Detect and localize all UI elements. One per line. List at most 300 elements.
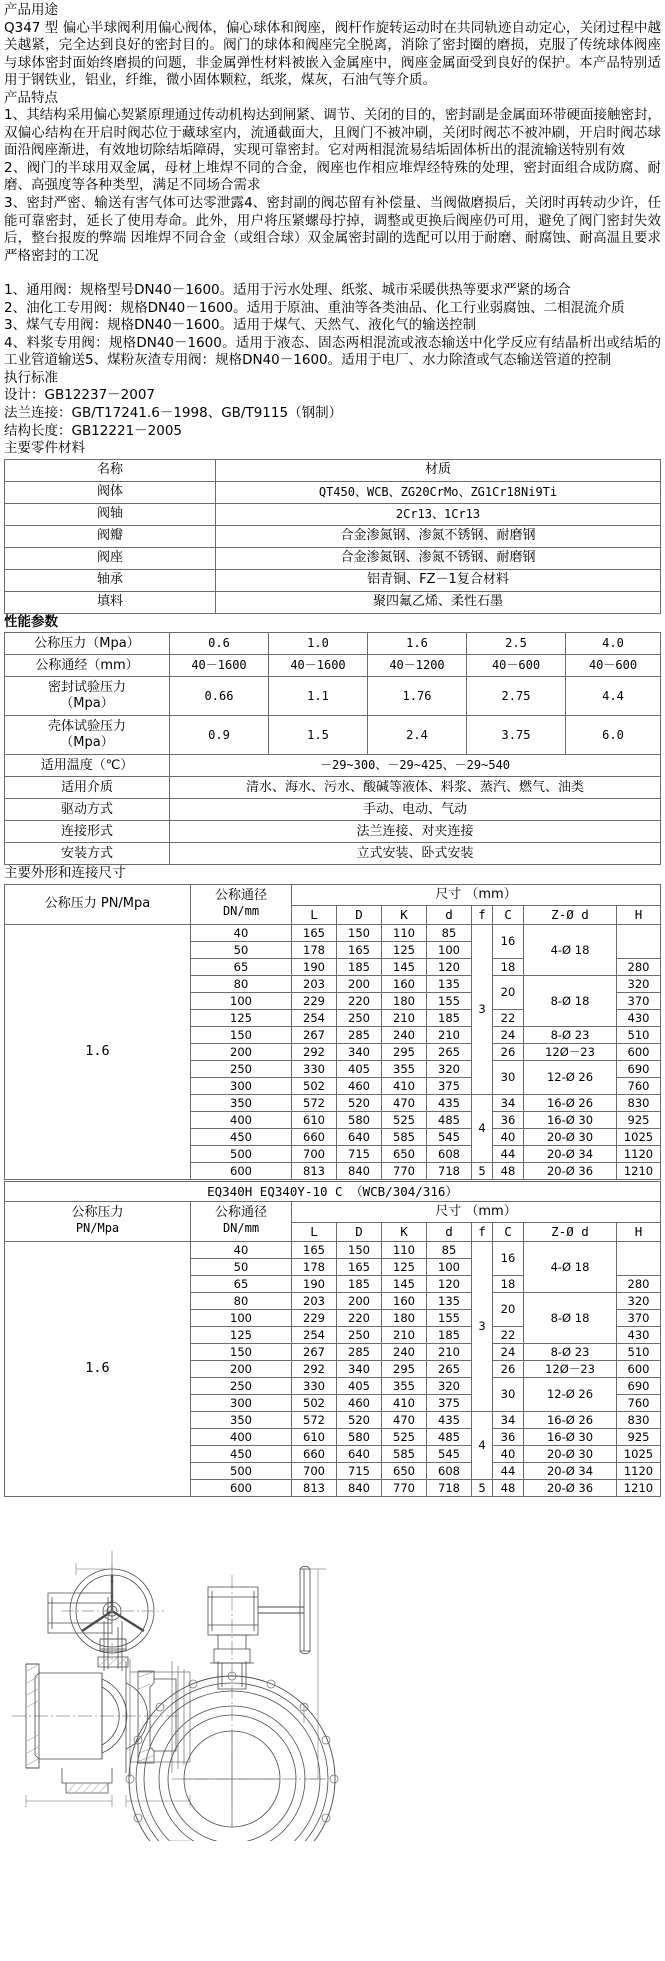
col-subheader: Z-Ø d bbox=[524, 906, 616, 924]
dim-L: 267 bbox=[292, 1027, 336, 1043]
dn-value: 125 bbox=[191, 1327, 291, 1343]
dim-L: 572 bbox=[292, 1412, 336, 1428]
dim-H: 510 bbox=[617, 1344, 660, 1360]
dim-L: 292 bbox=[292, 1044, 336, 1060]
dim-H: 690 bbox=[617, 1378, 660, 1394]
dim-L: 813 bbox=[292, 1163, 336, 1179]
dim-D: 285 bbox=[337, 1027, 381, 1043]
dim-H: 830 bbox=[617, 1412, 660, 1428]
dim-d: 435 bbox=[427, 1412, 471, 1428]
col-subheader: D bbox=[337, 906, 381, 924]
dim-D: 185 bbox=[337, 959, 381, 975]
dim-Zd: 16-Ø 30 bbox=[524, 1429, 616, 1445]
dim-L: 178 bbox=[292, 942, 336, 958]
material-name: 阀体 bbox=[5, 482, 215, 503]
perf-value: 2.75 bbox=[467, 677, 565, 715]
dim-D: 200 bbox=[337, 1293, 381, 1309]
dim-Zd: 20-Ø 30 bbox=[524, 1129, 616, 1145]
dim-C: 20 bbox=[493, 1293, 523, 1326]
dim-C: 26 bbox=[493, 1044, 523, 1060]
dim-D: 200 bbox=[337, 976, 381, 992]
col-header-size-group: 尺寸 （mm） bbox=[292, 885, 660, 905]
perf-label: 适用介质 bbox=[5, 777, 169, 798]
dim-L: 178 bbox=[292, 1259, 336, 1275]
dn-value: 100 bbox=[191, 1310, 291, 1326]
dim-D: 285 bbox=[337, 1344, 381, 1360]
section-heading-material: 主要零件材料 bbox=[4, 440, 85, 457]
perf-value-wide: －29~300、－29~425、－29~540 bbox=[170, 755, 660, 776]
dim-f: 3 bbox=[472, 1242, 492, 1411]
perf-value-wide: 手动、电动、气动 bbox=[170, 799, 660, 820]
dn-value: 300 bbox=[191, 1395, 291, 1411]
dim-d: 545 bbox=[427, 1446, 471, 1462]
dim-L: 700 bbox=[292, 1146, 336, 1162]
dim-H: 1025 bbox=[617, 1129, 660, 1145]
dim-Zd: 4-Ø 18 bbox=[524, 925, 616, 975]
dim-H bbox=[617, 1242, 660, 1275]
dim-f: 4 bbox=[472, 1412, 492, 1479]
dim-D: 640 bbox=[337, 1446, 381, 1462]
perf-label-line1: 壳体试验压力 bbox=[47, 719, 126, 735]
table-row bbox=[5, 504, 660, 525]
dn-value: 40 bbox=[191, 925, 291, 941]
dn-value: 600 bbox=[191, 1163, 291, 1179]
dim-Zd: 8-Ø 23 bbox=[524, 1027, 616, 1043]
perf-label bbox=[5, 677, 169, 715]
dn-label-line2: DN/mm bbox=[222, 1221, 260, 1236]
feature-paragraph-1: 1、其结构采用偏心契紧原理通过传动机构达到闸紧、调节、关闭的目的，密封副是金属面环带硬面接触密封，双偏心结构在开启时阀芯位于藏球室内，流通截面大，且阀门不被冲刷，关闭时阀芯不被冲刷，开启时阀芯球面沿阀座渐进，有效地切除结垢障碍，实现可靠密封。它对两相混流易结垢固体析出的混流输送特别有效 bbox=[4, 107, 661, 159]
dim-H: 370 bbox=[617, 1310, 660, 1326]
dim-C: 16 bbox=[493, 1242, 523, 1275]
dim-K: 210 bbox=[382, 1010, 426, 1026]
dim-D: 840 bbox=[337, 1163, 381, 1179]
dim-Zd: 12-Ø 26 bbox=[524, 1061, 616, 1094]
dim-D: 640 bbox=[337, 1129, 381, 1145]
dim-D: 405 bbox=[337, 1378, 381, 1394]
dim-D: 150 bbox=[337, 925, 381, 941]
dim-d: 85 bbox=[427, 925, 471, 941]
dim-d: 718 bbox=[427, 1480, 471, 1496]
material-name: 阀轴 bbox=[5, 504, 215, 525]
dim-D: 580 bbox=[337, 1112, 381, 1128]
section-heading-usage: 产品用途 bbox=[4, 2, 58, 18]
dim-d: 85 bbox=[427, 1242, 471, 1258]
table-row bbox=[5, 633, 660, 654]
perf-label-line1: 密封试验压力 bbox=[47, 680, 126, 696]
pressure-value: 1.6 bbox=[5, 1242, 190, 1496]
dim-d: 375 bbox=[427, 1078, 471, 1094]
dim-H: 320 bbox=[617, 1293, 660, 1309]
dim-K: 770 bbox=[382, 1480, 426, 1496]
dim-H: 1210 bbox=[617, 1480, 660, 1496]
dim-D: 185 bbox=[337, 1276, 381, 1292]
dn-value: 250 bbox=[191, 1378, 291, 1394]
spacer bbox=[4, 265, 661, 282]
dim-L: 165 bbox=[292, 925, 336, 941]
dim-H: 600 bbox=[617, 1361, 660, 1377]
dim-C: 48 bbox=[493, 1163, 523, 1179]
col-subheader: C bbox=[493, 906, 523, 924]
dim-D: 340 bbox=[337, 1361, 381, 1377]
dim-d: 185 bbox=[427, 1327, 471, 1343]
perf-value: 40－1200 bbox=[368, 655, 466, 676]
dim-D: 715 bbox=[337, 1146, 381, 1162]
dim-K: 180 bbox=[382, 1310, 426, 1326]
table-row bbox=[5, 592, 660, 613]
dn-value: 350 bbox=[191, 1412, 291, 1428]
dim-Zd: 12Ø－23 bbox=[524, 1361, 616, 1377]
application-paragraph-3: 3、煤气专用阀：规格DN40－1600。适用于煤气、天然气、液化气的输送控制 bbox=[4, 317, 477, 334]
dim-d: 120 bbox=[427, 959, 471, 975]
table-row bbox=[5, 843, 660, 864]
dn-value: 40 bbox=[191, 1242, 291, 1258]
dim-d: 265 bbox=[427, 1361, 471, 1377]
table-row bbox=[5, 755, 660, 776]
table-row bbox=[5, 548, 660, 569]
table-header-row bbox=[5, 885, 660, 905]
dn-value: 400 bbox=[191, 1112, 291, 1128]
perf-value: 4.0 bbox=[566, 633, 660, 654]
perf-label: 连接形式 bbox=[5, 821, 169, 842]
dim-L: 190 bbox=[292, 959, 336, 975]
perf-label: 驱动方式 bbox=[5, 799, 169, 820]
dim-L: 165 bbox=[292, 1242, 336, 1258]
dim-L: 229 bbox=[292, 993, 336, 1009]
dn-value: 400 bbox=[191, 1429, 291, 1445]
dim-d: 545 bbox=[427, 1129, 471, 1145]
material-spec: 2Cr13、1Cr13 bbox=[216, 504, 660, 525]
dim-D: 460 bbox=[337, 1395, 381, 1411]
perf-value: 2.5 bbox=[467, 633, 565, 654]
dim-H: 280 bbox=[617, 1276, 660, 1292]
dim-Zd: 12Ø－23 bbox=[524, 1044, 616, 1060]
col-header-pressure bbox=[5, 1202, 190, 1241]
dim-L: 254 bbox=[292, 1327, 336, 1343]
dimension-band-title: EQ340H EQ340Y-10 C （WCB/304/316） bbox=[5, 1182, 660, 1201]
dim-D: 220 bbox=[337, 1310, 381, 1326]
dim-K: 160 bbox=[382, 1293, 426, 1309]
perf-value: 40－600 bbox=[467, 655, 565, 676]
dim-Zd: 8-Ø 18 bbox=[524, 976, 616, 1026]
dim-H: 430 bbox=[617, 1327, 660, 1343]
dim-K: 125 bbox=[382, 942, 426, 958]
dim-Zd: 20-Ø 36 bbox=[524, 1480, 616, 1496]
dim-d: 320 bbox=[427, 1378, 471, 1394]
table-row bbox=[5, 925, 660, 941]
standard-length: 结构长度：GB12221－2005 bbox=[4, 422, 183, 439]
dim-C: 18 bbox=[493, 1276, 523, 1292]
dim-H: 830 bbox=[617, 1095, 660, 1111]
dim-C: 40 bbox=[493, 1446, 523, 1462]
table-row bbox=[5, 716, 660, 754]
dim-C: 20 bbox=[493, 976, 523, 1009]
dn-label-line1: 公称通径 bbox=[214, 1205, 267, 1221]
col-subheader: Z-Ø d bbox=[524, 1223, 616, 1241]
dim-d: 485 bbox=[427, 1112, 471, 1128]
dn-value: 150 bbox=[191, 1344, 291, 1360]
dim-K: 585 bbox=[382, 1129, 426, 1145]
dim-K: 470 bbox=[382, 1095, 426, 1111]
dn-value: 100 bbox=[191, 993, 291, 1009]
dim-d: 185 bbox=[427, 1010, 471, 1026]
feature-paragraph-2: 2、阀门的半球用双金属，母材上堆焊不同的合金，阀座也作相应堆焊经特殊的处理，密封面组合成防腐、耐磨、高强度等各种类型，满足不同场合需求 bbox=[4, 159, 661, 194]
dim-d: 210 bbox=[427, 1027, 471, 1043]
dim-f: 3 bbox=[472, 925, 492, 1094]
dim-f: 4 bbox=[472, 1095, 492, 1162]
dim-Zd: 20-Ø 36 bbox=[524, 1163, 616, 1179]
valve-technical-drawing bbox=[4, 1511, 665, 1847]
table-row bbox=[5, 777, 660, 798]
dim-d: 320 bbox=[427, 1061, 471, 1077]
pn-label-line1: 公称压力 bbox=[71, 1205, 124, 1221]
dn-value: 65 bbox=[191, 959, 291, 975]
perf-label: 安装方式 bbox=[5, 843, 169, 864]
dim-C: 26 bbox=[493, 1361, 523, 1377]
perf-value: 40－600 bbox=[566, 655, 660, 676]
dim-H: 760 bbox=[617, 1395, 660, 1411]
perf-label bbox=[5, 716, 169, 754]
dim-D: 150 bbox=[337, 1242, 381, 1258]
dim-C: 34 bbox=[493, 1412, 523, 1428]
dim-H: 925 bbox=[617, 1429, 660, 1445]
dim-H: 510 bbox=[617, 1027, 660, 1043]
dim-H: 1025 bbox=[617, 1446, 660, 1462]
dim-d: 485 bbox=[427, 1429, 471, 1445]
perf-label-line2: （Mpa） bbox=[60, 696, 114, 712]
dim-K: 180 bbox=[382, 993, 426, 1009]
col-subheader: D bbox=[337, 1223, 381, 1241]
dim-H: 760 bbox=[617, 1078, 660, 1094]
dim-H: 600 bbox=[617, 1044, 660, 1060]
dim-Zd: 16-Ø 26 bbox=[524, 1412, 616, 1428]
dn-value: 450 bbox=[191, 1129, 291, 1145]
dn-value: 200 bbox=[191, 1044, 291, 1060]
dim-d: 155 bbox=[427, 993, 471, 1009]
dim-D: 165 bbox=[337, 1259, 381, 1275]
dim-Zd: 20-Ø 34 bbox=[524, 1146, 616, 1162]
dn-value: 50 bbox=[191, 942, 291, 958]
dim-L: 292 bbox=[292, 1361, 336, 1377]
table-row bbox=[5, 526, 660, 547]
dim-d: 100 bbox=[427, 1259, 471, 1275]
dim-Zd: 4-Ø 18 bbox=[524, 1242, 616, 1292]
perf-value: 0.9 bbox=[170, 716, 268, 754]
dim-L: 203 bbox=[292, 1293, 336, 1309]
dim-C: 22 bbox=[493, 1010, 523, 1026]
material-col-name: 名称 bbox=[5, 460, 215, 481]
dn-label-line2: DN/mm bbox=[222, 904, 260, 919]
col-subheader: C bbox=[493, 1223, 523, 1241]
material-name: 阀瓣 bbox=[5, 526, 215, 547]
perf-value-wide: 清水、海水、污水、酸碱等液体、料浆、蒸汽、燃气、油类 bbox=[170, 777, 660, 798]
dim-D: 580 bbox=[337, 1429, 381, 1445]
dim-D: 340 bbox=[337, 1044, 381, 1060]
dim-Zd: 16-Ø 30 bbox=[524, 1112, 616, 1128]
dim-D: 840 bbox=[337, 1480, 381, 1496]
dn-value: 50 bbox=[191, 1259, 291, 1275]
dim-D: 405 bbox=[337, 1061, 381, 1077]
table-row bbox=[5, 821, 660, 842]
feature-paragraph-3: 3、密封严密、输送有害气体可达零泄露4、密封副的阀芯留有补偿量、当阀做磨损后，关闭时再转动少许，任能可靠密封，延长了使用寿命。此外，用户将压紧螺母拧掉，调整或更换后阀座仍可用，避免了阀门密封失效后，整台报废的弊端 因堆焊不同合金（或组合球）双金属密封副的选配可以用于耐磨、耐腐蚀、耐高温且要求严格密封的工况 bbox=[4, 195, 661, 264]
dim-C: 30 bbox=[493, 1061, 523, 1094]
dim-K: 470 bbox=[382, 1412, 426, 1428]
perf-value-wide: 法兰连接、对夹连接 bbox=[170, 821, 660, 842]
dim-K: 210 bbox=[382, 1327, 426, 1343]
dn-label-line1: 公称通径 bbox=[214, 888, 267, 904]
dim-D: 220 bbox=[337, 993, 381, 1009]
dim-L: 610 bbox=[292, 1429, 336, 1445]
dim-C: 36 bbox=[493, 1112, 523, 1128]
material-spec: 合金渗氮钢、渗氮不锈钢、耐磨钢 bbox=[216, 548, 660, 569]
dim-D: 165 bbox=[337, 942, 381, 958]
material-name: 阀座 bbox=[5, 548, 215, 569]
dn-value: 125 bbox=[191, 1010, 291, 1026]
dim-C: 36 bbox=[493, 1429, 523, 1445]
dim-d: 718 bbox=[427, 1163, 471, 1179]
col-subheader: H bbox=[617, 906, 660, 924]
dim-d: 210 bbox=[427, 1344, 471, 1360]
dim-K: 650 bbox=[382, 1146, 426, 1162]
dim-H: 370 bbox=[617, 993, 660, 1009]
perf-label: 公称压力（Mpa） bbox=[5, 633, 169, 654]
perf-value: 1.5 bbox=[269, 716, 367, 754]
dn-value: 500 bbox=[191, 1463, 291, 1479]
table-header-row bbox=[5, 1202, 660, 1222]
dim-d: 435 bbox=[427, 1095, 471, 1111]
dim-C: 22 bbox=[493, 1327, 523, 1343]
dim-K: 525 bbox=[382, 1429, 426, 1445]
dim-K: 240 bbox=[382, 1344, 426, 1360]
pressure-value: 1.6 bbox=[5, 925, 190, 1179]
dim-C: 24 bbox=[493, 1344, 523, 1360]
dim-C: 48 bbox=[493, 1480, 523, 1496]
dim-D: 250 bbox=[337, 1010, 381, 1026]
dim-C: 30 bbox=[493, 1378, 523, 1411]
dim-K: 770 bbox=[382, 1163, 426, 1179]
dim-H: 280 bbox=[617, 959, 660, 975]
section-heading-performance: 性能参数 bbox=[4, 613, 58, 630]
dim-K: 410 bbox=[382, 1078, 426, 1094]
dim-K: 110 bbox=[382, 925, 426, 941]
col-subheader: f bbox=[472, 1223, 492, 1241]
dim-H: 430 bbox=[617, 1010, 660, 1026]
dim-d: 155 bbox=[427, 1310, 471, 1326]
material-spec: 聚四氟乙烯、柔性石墨 bbox=[216, 592, 660, 613]
pn-label-line2: PN/Mpa bbox=[75, 1221, 120, 1236]
perf-value: 1.76 bbox=[368, 677, 466, 715]
col-subheader: d bbox=[427, 1223, 471, 1241]
dim-C: 44 bbox=[493, 1146, 523, 1162]
dn-value: 300 bbox=[191, 1078, 291, 1094]
perf-value: 3.75 bbox=[467, 716, 565, 754]
dim-H: 1120 bbox=[617, 1463, 660, 1479]
table-row bbox=[5, 799, 660, 820]
dim-C: 16 bbox=[493, 925, 523, 958]
table-band-row bbox=[5, 1182, 660, 1201]
table-row bbox=[5, 1242, 660, 1258]
perf-value: 0.6 bbox=[170, 633, 268, 654]
dim-H: 320 bbox=[617, 976, 660, 992]
standard-design: 设计：GB12237－2007 bbox=[4, 387, 156, 404]
dim-C: 18 bbox=[493, 959, 523, 975]
dim-C: 44 bbox=[493, 1463, 523, 1479]
dim-C: 24 bbox=[493, 1027, 523, 1043]
dim-L: 190 bbox=[292, 1276, 336, 1292]
dim-L: 700 bbox=[292, 1463, 336, 1479]
dim-K: 355 bbox=[382, 1061, 426, 1077]
dimension-table-2 bbox=[4, 1181, 661, 1497]
material-spec: 合金渗氮钢、渗氮不锈钢、耐磨钢 bbox=[216, 526, 660, 547]
dim-L: 254 bbox=[292, 1010, 336, 1026]
dim-K: 110 bbox=[382, 1242, 426, 1258]
table-row bbox=[5, 677, 660, 715]
dn-value: 150 bbox=[191, 1027, 291, 1043]
dim-f: 5 bbox=[472, 1163, 492, 1179]
perf-value: 40－1600 bbox=[170, 655, 268, 676]
perf-label-line2: （Mpa） bbox=[60, 735, 114, 751]
dim-K: 160 bbox=[382, 976, 426, 992]
dim-K: 240 bbox=[382, 1027, 426, 1043]
material-name: 填料 bbox=[5, 592, 215, 613]
perf-value: 1.1 bbox=[269, 677, 367, 715]
dim-Zd: 8-Ø 18 bbox=[524, 1293, 616, 1343]
table-row bbox=[5, 655, 660, 676]
dim-d: 100 bbox=[427, 942, 471, 958]
dim-K: 585 bbox=[382, 1446, 426, 1462]
col-subheader: L bbox=[292, 1223, 336, 1241]
performance-table bbox=[4, 632, 661, 865]
col-header-pressure: 公称压力 PN/Mpa bbox=[5, 885, 190, 924]
section-heading-dimensions: 主要外形和连接尺寸 bbox=[4, 865, 126, 882]
perf-value: 6.0 bbox=[566, 716, 660, 754]
col-subheader: K bbox=[382, 1223, 426, 1241]
col-header-diameter bbox=[191, 885, 291, 924]
section-heading-features: 产品特点 bbox=[4, 89, 58, 106]
material-col-spec: 材质 bbox=[216, 460, 660, 481]
dn-value: 80 bbox=[191, 1293, 291, 1309]
dim-D: 520 bbox=[337, 1412, 381, 1428]
dim-d: 135 bbox=[427, 1293, 471, 1309]
perf-label: 适用温度（℃） bbox=[5, 755, 169, 776]
dn-value: 450 bbox=[191, 1446, 291, 1462]
dim-H: 1210 bbox=[617, 1163, 660, 1179]
dim-L: 229 bbox=[292, 1310, 336, 1326]
perf-value: 4.4 bbox=[566, 677, 660, 715]
dim-L: 813 bbox=[292, 1480, 336, 1496]
table-row bbox=[5, 482, 660, 503]
dim-Zd: 12-Ø 26 bbox=[524, 1378, 616, 1411]
dim-L: 203 bbox=[292, 976, 336, 992]
dim-C: 34 bbox=[493, 1095, 523, 1111]
application-paragraph-4: 4、料浆专用阀：规格DN40－1600。适用于液态、固态两相混流或液态输送中化学反应有结晶析出或结垢的工业管道输送5、煤粉灰渣专用阀：规格DN40－1600。适用于电厂、水力除渣或气态输送管道的控制 bbox=[4, 334, 661, 369]
dim-K: 525 bbox=[382, 1112, 426, 1128]
dim-L: 660 bbox=[292, 1129, 336, 1145]
dim-f: 5 bbox=[472, 1480, 492, 1496]
dim-K: 295 bbox=[382, 1361, 426, 1377]
dim-L: 660 bbox=[292, 1446, 336, 1462]
dim-Zd: 16-Ø 26 bbox=[524, 1095, 616, 1111]
dim-K: 295 bbox=[382, 1044, 426, 1060]
dim-C: 40 bbox=[493, 1129, 523, 1145]
dim-K: 145 bbox=[382, 959, 426, 975]
dim-D: 460 bbox=[337, 1078, 381, 1094]
dim-K: 650 bbox=[382, 1463, 426, 1479]
dim-H: 690 bbox=[617, 1061, 660, 1077]
perf-value: 0.66 bbox=[170, 677, 268, 715]
col-subheader: K bbox=[382, 906, 426, 924]
col-header-diameter bbox=[191, 1202, 291, 1241]
dim-K: 410 bbox=[382, 1395, 426, 1411]
